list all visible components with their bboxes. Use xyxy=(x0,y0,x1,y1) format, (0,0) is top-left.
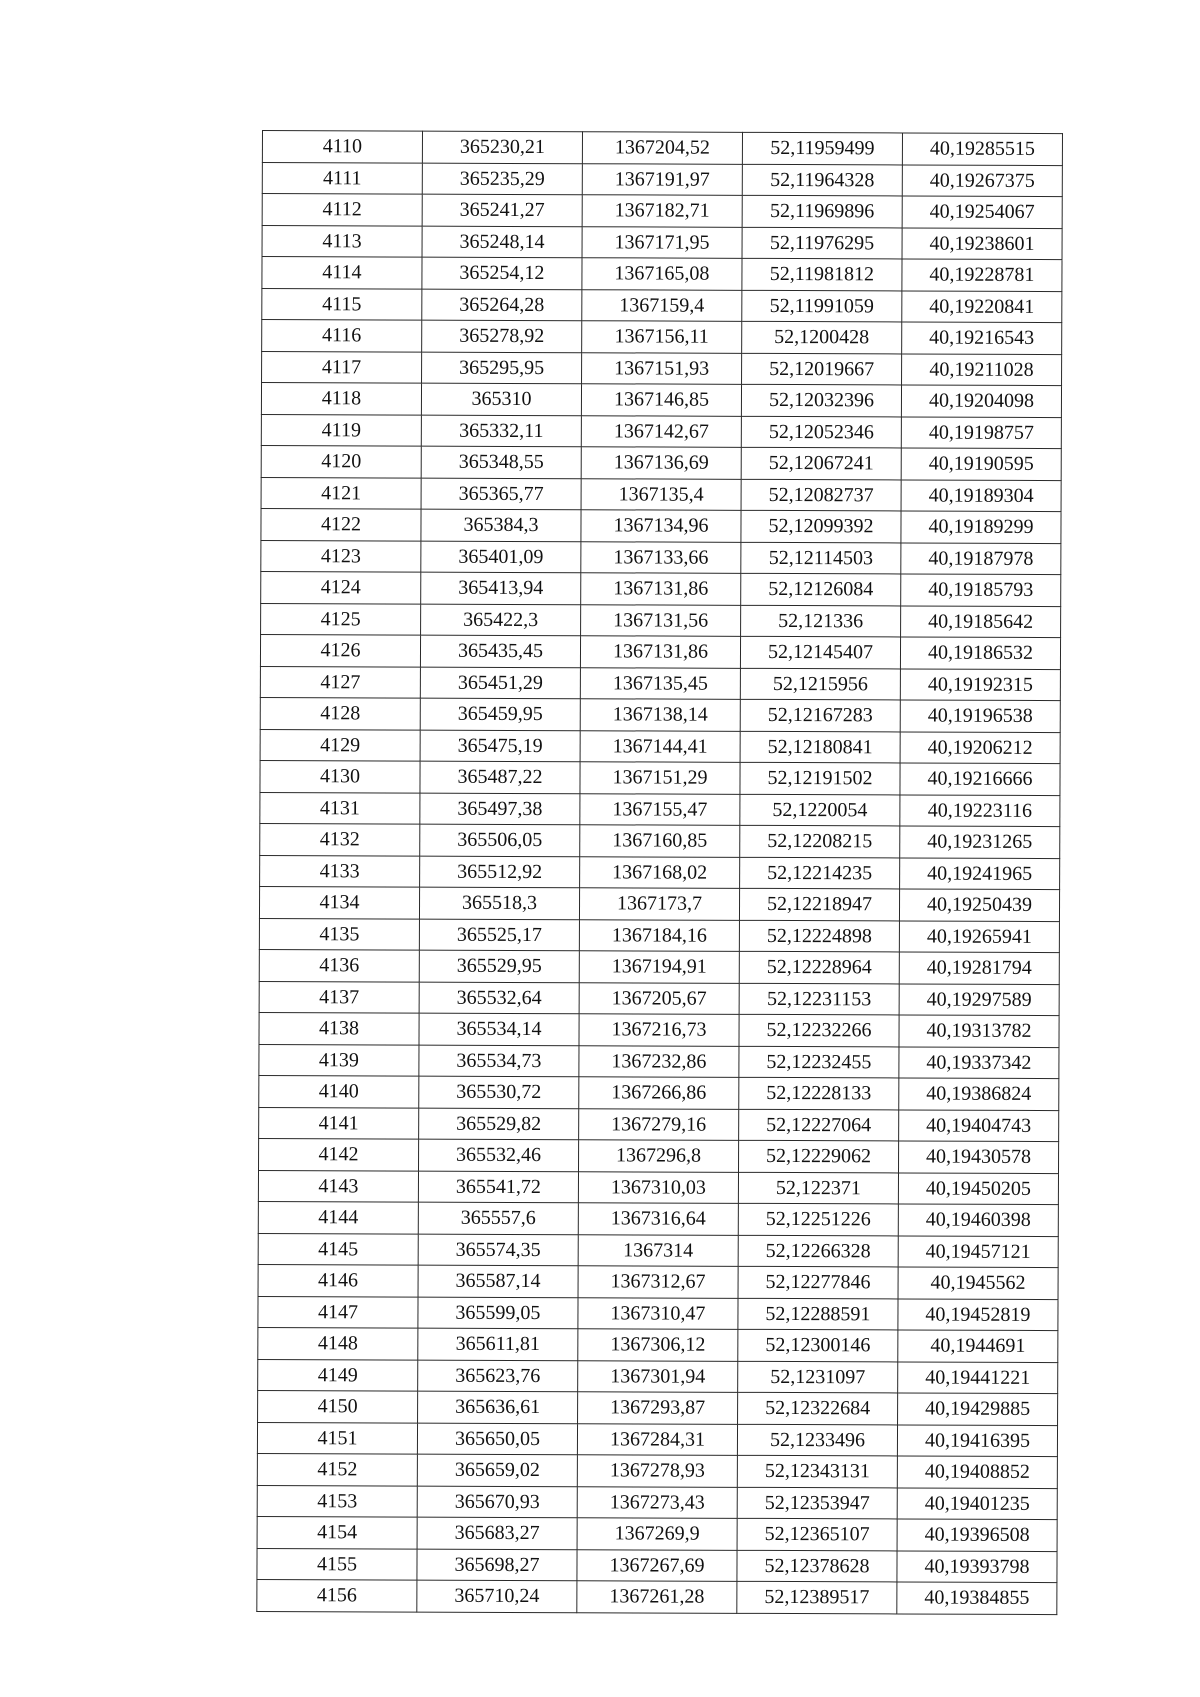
latitude-cell: 52,12389517 xyxy=(737,1581,897,1613)
point-number-cell: 4142 xyxy=(259,1138,419,1170)
table-row xyxy=(260,666,1060,701)
longitude-cell: 40,19189304 xyxy=(901,479,1061,511)
longitude-cell: 40,19384855 xyxy=(897,1582,1057,1614)
latitude-cell: 52,12353947 xyxy=(737,1487,897,1519)
table-row xyxy=(259,1107,1059,1142)
longitude-cell: 40,19216666 xyxy=(900,763,1060,795)
x-coordinate-cell: 365529,95 xyxy=(419,950,579,982)
x-coordinate-cell: 365310 xyxy=(421,383,581,415)
table-row xyxy=(258,1233,1058,1268)
x-coordinate-cell: 365506,05 xyxy=(420,824,580,856)
point-number-cell: 4117 xyxy=(262,351,422,383)
table-row xyxy=(258,1296,1058,1331)
y-coordinate-cell: 1367204,52 xyxy=(582,132,742,164)
table-row xyxy=(262,288,1062,323)
table-row xyxy=(260,729,1060,764)
x-coordinate-cell: 365384,3 xyxy=(421,509,581,541)
point-number-cell: 4143 xyxy=(258,1170,418,1202)
table-row xyxy=(260,855,1060,890)
point-number-cell: 4128 xyxy=(260,697,420,729)
longitude-cell: 40,19337342 xyxy=(899,1046,1059,1078)
table-row xyxy=(260,697,1060,732)
table-row xyxy=(257,1548,1057,1583)
longitude-cell: 40,19452819 xyxy=(898,1298,1058,1330)
y-coordinate-cell: 1367131,86 xyxy=(581,573,741,605)
table-row xyxy=(261,414,1061,449)
y-coordinate-cell: 1367146,85 xyxy=(581,384,741,416)
longitude-cell: 40,1945562 xyxy=(898,1267,1058,1299)
y-coordinate-cell: 1367142,67 xyxy=(581,415,741,447)
x-coordinate-cell: 365254,12 xyxy=(422,257,582,289)
x-coordinate-cell: 365623,76 xyxy=(418,1360,578,1392)
y-coordinate-cell: 1367267,69 xyxy=(577,1549,737,1581)
longitude-cell: 40,19223116 xyxy=(900,794,1060,826)
longitude-cell: 40,19196538 xyxy=(900,700,1060,732)
latitude-cell: 52,12322684 xyxy=(738,1392,898,1424)
table-row xyxy=(258,1390,1058,1425)
y-coordinate-cell: 1367131,86 xyxy=(580,636,740,668)
latitude-cell: 52,12365107 xyxy=(737,1518,897,1550)
x-coordinate-cell: 365670,93 xyxy=(417,1486,577,1518)
x-coordinate-cell: 365230,21 xyxy=(422,131,582,163)
longitude-cell: 40,19186532 xyxy=(900,637,1060,669)
y-coordinate-cell: 1367310,03 xyxy=(578,1171,738,1203)
point-number-cell: 4132 xyxy=(260,823,420,855)
latitude-cell: 52,12145407 xyxy=(740,636,900,668)
point-number-cell: 4125 xyxy=(261,603,421,635)
table-row xyxy=(259,1075,1059,1110)
point-number-cell: 4140 xyxy=(259,1075,419,1107)
latitude-cell: 52,12218947 xyxy=(739,888,899,920)
longitude-cell: 40,19401235 xyxy=(897,1487,1057,1519)
longitude-cell: 40,19267375 xyxy=(902,164,1062,196)
table-row xyxy=(257,1485,1057,1520)
x-coordinate-cell: 365541,72 xyxy=(418,1171,578,1203)
point-number-cell: 4135 xyxy=(259,918,419,950)
longitude-cell: 40,19250439 xyxy=(899,889,1059,921)
x-coordinate-cell: 365636,61 xyxy=(418,1391,578,1423)
table-row xyxy=(260,792,1060,827)
x-coordinate-cell: 365659,02 xyxy=(417,1454,577,1486)
longitude-cell: 40,19457121 xyxy=(898,1235,1058,1267)
table-row xyxy=(262,351,1062,386)
longitude-cell: 40,19441221 xyxy=(898,1361,1058,1393)
longitude-cell: 40,19220841 xyxy=(902,290,1062,322)
x-coordinate-cell: 365534,73 xyxy=(419,1045,579,1077)
longitude-cell: 40,19404743 xyxy=(899,1109,1059,1141)
y-coordinate-cell: 1367168,02 xyxy=(580,856,740,888)
longitude-cell: 40,19187978 xyxy=(901,542,1061,574)
table-row xyxy=(258,1170,1058,1205)
latitude-cell: 52,11959499 xyxy=(742,132,902,164)
y-coordinate-cell: 1367316,64 xyxy=(578,1203,738,1235)
point-number-cell: 4124 xyxy=(261,571,421,603)
table-row xyxy=(257,1579,1057,1614)
x-coordinate-cell: 365698,27 xyxy=(417,1549,577,1581)
point-number-cell: 4154 xyxy=(257,1516,417,1548)
x-coordinate-cell: 365264,28 xyxy=(422,289,582,321)
table-row xyxy=(262,162,1062,197)
y-coordinate-cell: 1367171,95 xyxy=(582,226,742,258)
x-coordinate-cell: 365422,3 xyxy=(421,604,581,636)
point-number-cell: 4130 xyxy=(260,760,420,792)
point-number-cell: 4138 xyxy=(259,1012,419,1044)
x-coordinate-cell: 365650,05 xyxy=(417,1423,577,1455)
latitude-cell: 52,1200428 xyxy=(742,321,902,353)
latitude-cell: 52,11976295 xyxy=(742,227,902,259)
x-coordinate-cell: 365574,35 xyxy=(418,1234,578,1266)
y-coordinate-cell: 1367155,47 xyxy=(580,793,740,825)
point-number-cell: 4147 xyxy=(258,1296,418,1328)
latitude-cell: 52,12167283 xyxy=(740,699,900,731)
latitude-cell: 52,121336 xyxy=(741,605,901,637)
point-number-cell: 4121 xyxy=(261,477,421,509)
longitude-cell: 40,19265941 xyxy=(899,920,1059,952)
table-row xyxy=(261,383,1061,418)
x-coordinate-cell: 365611,81 xyxy=(418,1328,578,1360)
table-row xyxy=(259,1012,1059,1047)
y-coordinate-cell: 1367261,28 xyxy=(577,1581,737,1613)
table-row xyxy=(259,949,1059,984)
table-row xyxy=(259,1044,1059,1079)
y-coordinate-cell: 1367296,8 xyxy=(579,1140,739,1172)
longitude-cell: 40,19393798 xyxy=(897,1550,1057,1582)
point-number-cell: 4112 xyxy=(262,194,422,226)
y-coordinate-cell: 1367284,31 xyxy=(577,1423,737,1455)
x-coordinate-cell: 365534,14 xyxy=(419,1013,579,1045)
y-coordinate-cell: 1367138,14 xyxy=(580,699,740,731)
point-number-cell: 4141 xyxy=(259,1107,419,1139)
x-coordinate-cell: 365401,09 xyxy=(421,541,581,573)
latitude-cell: 52,11981812 xyxy=(742,258,902,290)
latitude-cell: 52,1220054 xyxy=(740,794,900,826)
longitude-cell: 40,19185793 xyxy=(901,574,1061,606)
table-row xyxy=(257,1422,1057,1457)
table-row xyxy=(258,1201,1058,1236)
latitude-cell: 52,12082737 xyxy=(741,479,901,511)
y-coordinate-cell: 1367312,67 xyxy=(578,1266,738,1298)
longitude-cell: 40,19430578 xyxy=(899,1141,1059,1173)
point-number-cell: 4114 xyxy=(262,257,422,289)
longitude-cell: 40,19313782 xyxy=(899,1015,1059,1047)
latitude-cell: 52,12232455 xyxy=(739,1046,899,1078)
point-number-cell: 4111 xyxy=(262,162,422,194)
point-number-cell: 4145 xyxy=(258,1233,418,1265)
y-coordinate-cell: 1367306,12 xyxy=(578,1329,738,1361)
x-coordinate-cell: 365532,64 xyxy=(419,982,579,1014)
y-coordinate-cell: 1367205,67 xyxy=(579,982,739,1014)
latitude-cell: 52,12126084 xyxy=(741,573,901,605)
latitude-cell: 52,12052346 xyxy=(741,416,901,448)
point-number-cell: 4146 xyxy=(258,1264,418,1296)
x-coordinate-cell: 365530,72 xyxy=(419,1076,579,1108)
table-row xyxy=(262,257,1062,292)
y-coordinate-cell: 1367136,69 xyxy=(581,447,741,479)
latitude-cell: 52,12343131 xyxy=(737,1455,897,1487)
point-number-cell: 4148 xyxy=(258,1327,418,1359)
x-coordinate-cell: 365348,55 xyxy=(421,446,581,478)
table-row xyxy=(262,225,1062,260)
point-number-cell: 4144 xyxy=(258,1201,418,1233)
y-coordinate-cell: 1367278,93 xyxy=(577,1455,737,1487)
table-row xyxy=(258,1359,1058,1394)
y-coordinate-cell: 1367266,86 xyxy=(579,1077,739,1109)
y-coordinate-cell: 1367165,08 xyxy=(582,258,742,290)
point-number-cell: 4156 xyxy=(257,1579,417,1611)
y-coordinate-cell: 1367194,91 xyxy=(579,951,739,983)
point-number-cell: 4123 xyxy=(261,540,421,572)
latitude-cell: 52,12180841 xyxy=(740,731,900,763)
y-coordinate-cell: 1367314 xyxy=(578,1234,738,1266)
latitude-cell: 52,12019667 xyxy=(742,353,902,385)
longitude-cell: 40,19198757 xyxy=(901,416,1061,448)
y-coordinate-cell: 1367173,7 xyxy=(579,888,739,920)
latitude-cell: 52,12224898 xyxy=(739,920,899,952)
point-number-cell: 4122 xyxy=(261,508,421,540)
longitude-cell: 40,19238601 xyxy=(902,227,1062,259)
y-coordinate-cell: 1367184,16 xyxy=(579,919,739,951)
point-number-cell: 4126 xyxy=(260,634,420,666)
longitude-cell: 40,19429885 xyxy=(898,1393,1058,1425)
y-coordinate-cell: 1367182,71 xyxy=(582,195,742,227)
y-coordinate-cell: 1367151,93 xyxy=(582,352,742,384)
longitude-cell: 40,19254067 xyxy=(902,196,1062,228)
y-coordinate-cell: 1367279,16 xyxy=(579,1108,739,1140)
point-number-cell: 4115 xyxy=(262,288,422,320)
x-coordinate-cell: 365557,6 xyxy=(418,1202,578,1234)
coordinates-table xyxy=(256,130,1063,1615)
longitude-cell: 40,19396508 xyxy=(897,1519,1057,1551)
latitude-cell: 52,12288591 xyxy=(738,1298,898,1330)
point-number-cell: 4118 xyxy=(261,383,421,415)
point-number-cell: 4113 xyxy=(262,225,422,257)
latitude-cell: 52,12232266 xyxy=(739,1014,899,1046)
point-number-cell: 4119 xyxy=(261,414,421,446)
latitude-cell: 52,11991059 xyxy=(742,290,902,322)
table-row xyxy=(261,445,1061,480)
y-coordinate-cell: 1367232,86 xyxy=(579,1045,739,1077)
x-coordinate-cell: 365248,14 xyxy=(422,226,582,258)
y-coordinate-cell: 1367135,45 xyxy=(580,667,740,699)
coordinates-table-body xyxy=(257,131,1063,1615)
point-number-cell: 4120 xyxy=(261,445,421,477)
x-coordinate-cell: 365710,24 xyxy=(417,1580,577,1612)
longitude-cell: 40,19241965 xyxy=(900,857,1060,889)
y-coordinate-cell: 1367160,85 xyxy=(580,825,740,857)
point-number-cell: 4134 xyxy=(259,886,419,918)
y-coordinate-cell: 1367216,73 xyxy=(579,1014,739,1046)
latitude-cell: 52,12300146 xyxy=(738,1329,898,1361)
longitude-cell: 40,19189299 xyxy=(901,511,1061,543)
point-number-cell: 4136 xyxy=(259,949,419,981)
latitude-cell: 52,11964328 xyxy=(742,164,902,196)
longitude-cell: 40,19450205 xyxy=(898,1172,1058,1204)
x-coordinate-cell: 365683,27 xyxy=(417,1517,577,1549)
point-number-cell: 4152 xyxy=(257,1453,417,1485)
x-coordinate-cell: 365599,05 xyxy=(418,1297,578,1329)
x-coordinate-cell: 365518,3 xyxy=(419,887,579,919)
longitude-cell: 40,19285515 xyxy=(902,133,1062,165)
longitude-cell: 40,19408852 xyxy=(897,1456,1057,1488)
latitude-cell: 52,12228964 xyxy=(739,951,899,983)
table-row xyxy=(262,131,1062,166)
table-row xyxy=(259,918,1059,953)
latitude-cell: 52,1233496 xyxy=(737,1424,897,1456)
y-coordinate-cell: 1367269,9 xyxy=(577,1518,737,1550)
table-row xyxy=(261,571,1061,606)
longitude-cell: 40,1944691 xyxy=(898,1330,1058,1362)
longitude-cell: 40,19216543 xyxy=(902,322,1062,354)
table-row xyxy=(258,1264,1058,1299)
x-coordinate-cell: 365487,22 xyxy=(420,761,580,793)
x-coordinate-cell: 365235,29 xyxy=(422,163,582,195)
x-coordinate-cell: 365365,77 xyxy=(421,478,581,510)
latitude-cell: 52,12227064 xyxy=(739,1109,899,1141)
table-row xyxy=(261,508,1061,543)
longitude-cell: 40,19185642 xyxy=(901,605,1061,637)
table-row xyxy=(257,1453,1057,1488)
longitude-cell: 40,19416395 xyxy=(897,1424,1057,1456)
x-coordinate-cell: 365413,94 xyxy=(421,572,581,604)
point-number-cell: 4137 xyxy=(259,981,419,1013)
table-row xyxy=(260,760,1060,795)
table-row xyxy=(260,823,1060,858)
y-coordinate-cell: 1367301,94 xyxy=(578,1360,738,1392)
y-coordinate-cell: 1367191,97 xyxy=(582,163,742,195)
y-coordinate-cell: 1367133,66 xyxy=(581,541,741,573)
x-coordinate-cell: 365295,95 xyxy=(422,352,582,384)
longitude-cell: 40,19192315 xyxy=(900,668,1060,700)
latitude-cell: 52,1231097 xyxy=(738,1361,898,1393)
latitude-cell: 52,12229062 xyxy=(739,1140,899,1172)
x-coordinate-cell: 365532,46 xyxy=(419,1139,579,1171)
table-row xyxy=(257,1516,1057,1551)
point-number-cell: 4110 xyxy=(262,131,422,163)
x-coordinate-cell: 365529,82 xyxy=(419,1108,579,1140)
x-coordinate-cell: 365497,38 xyxy=(420,793,580,825)
x-coordinate-cell: 365587,14 xyxy=(418,1265,578,1297)
table-row xyxy=(262,320,1062,355)
latitude-cell: 52,12208215 xyxy=(740,825,900,857)
y-coordinate-cell: 1367135,4 xyxy=(581,478,741,510)
point-number-cell: 4133 xyxy=(260,855,420,887)
latitude-cell: 52,12277846 xyxy=(738,1266,898,1298)
longitude-cell: 40,19190595 xyxy=(901,448,1061,480)
latitude-cell: 52,12067241 xyxy=(741,447,901,479)
latitude-cell: 52,122371 xyxy=(738,1172,898,1204)
longitude-cell: 40,19386824 xyxy=(899,1078,1059,1110)
point-number-cell: 4155 xyxy=(257,1548,417,1580)
longitude-cell: 40,19231265 xyxy=(900,826,1060,858)
x-coordinate-cell: 365435,45 xyxy=(420,635,580,667)
table-row xyxy=(259,981,1059,1016)
y-coordinate-cell: 1367151,29 xyxy=(580,762,740,794)
x-coordinate-cell: 365525,17 xyxy=(419,919,579,951)
point-number-cell: 4127 xyxy=(260,666,420,698)
y-coordinate-cell: 1367310,47 xyxy=(578,1297,738,1329)
latitude-cell: 52,12114503 xyxy=(741,542,901,574)
longitude-cell: 40,19204098 xyxy=(901,385,1061,417)
latitude-cell: 52,12231153 xyxy=(739,983,899,1015)
longitude-cell: 40,19228781 xyxy=(902,259,1062,291)
table-row xyxy=(259,886,1059,921)
table-row xyxy=(260,634,1060,669)
latitude-cell: 52,12191502 xyxy=(740,762,900,794)
x-coordinate-cell: 365475,19 xyxy=(420,730,580,762)
table-row xyxy=(258,1327,1058,1362)
x-coordinate-cell: 365459,95 xyxy=(420,698,580,730)
x-coordinate-cell: 365278,92 xyxy=(422,320,582,352)
table-row xyxy=(261,477,1061,512)
point-number-cell: 4129 xyxy=(260,729,420,761)
longitude-cell: 40,19460398 xyxy=(898,1204,1058,1236)
point-number-cell: 4150 xyxy=(258,1390,418,1422)
latitude-cell: 52,12228133 xyxy=(739,1077,899,1109)
y-coordinate-cell: 1367159,4 xyxy=(582,289,742,321)
point-number-cell: 4139 xyxy=(259,1044,419,1076)
point-number-cell: 4151 xyxy=(257,1422,417,1454)
y-coordinate-cell: 1367273,43 xyxy=(577,1486,737,1518)
latitude-cell: 52,12099392 xyxy=(741,510,901,542)
x-coordinate-cell: 365512,92 xyxy=(420,856,580,888)
table-row xyxy=(259,1138,1059,1173)
point-number-cell: 4149 xyxy=(258,1359,418,1391)
latitude-cell: 52,12032396 xyxy=(741,384,901,416)
y-coordinate-cell: 1367293,87 xyxy=(578,1392,738,1424)
point-number-cell: 4116 xyxy=(262,320,422,352)
latitude-cell: 52,12214235 xyxy=(740,857,900,889)
x-coordinate-cell: 365451,29 xyxy=(420,667,580,699)
point-number-cell: 4153 xyxy=(257,1485,417,1517)
table-row xyxy=(262,194,1062,229)
x-coordinate-cell: 365241,27 xyxy=(422,194,582,226)
y-coordinate-cell: 1367156,11 xyxy=(582,321,742,353)
latitude-cell: 52,11969896 xyxy=(742,195,902,227)
table-row xyxy=(261,603,1061,638)
x-coordinate-cell: 365332,11 xyxy=(421,415,581,447)
latitude-cell: 52,12378628 xyxy=(737,1550,897,1582)
latitude-cell: 52,1215956 xyxy=(740,668,900,700)
y-coordinate-cell: 1367131,56 xyxy=(581,604,741,636)
y-coordinate-cell: 1367134,96 xyxy=(581,510,741,542)
longitude-cell: 40,19297589 xyxy=(899,983,1059,1015)
table-row xyxy=(261,540,1061,575)
y-coordinate-cell: 1367144,41 xyxy=(580,730,740,762)
latitude-cell: 52,12266328 xyxy=(738,1235,898,1267)
longitude-cell: 40,19211028 xyxy=(902,353,1062,385)
latitude-cell: 52,12251226 xyxy=(738,1203,898,1235)
longitude-cell: 40,19281794 xyxy=(899,952,1059,984)
point-number-cell: 4131 xyxy=(260,792,420,824)
longitude-cell: 40,19206212 xyxy=(900,731,1060,763)
